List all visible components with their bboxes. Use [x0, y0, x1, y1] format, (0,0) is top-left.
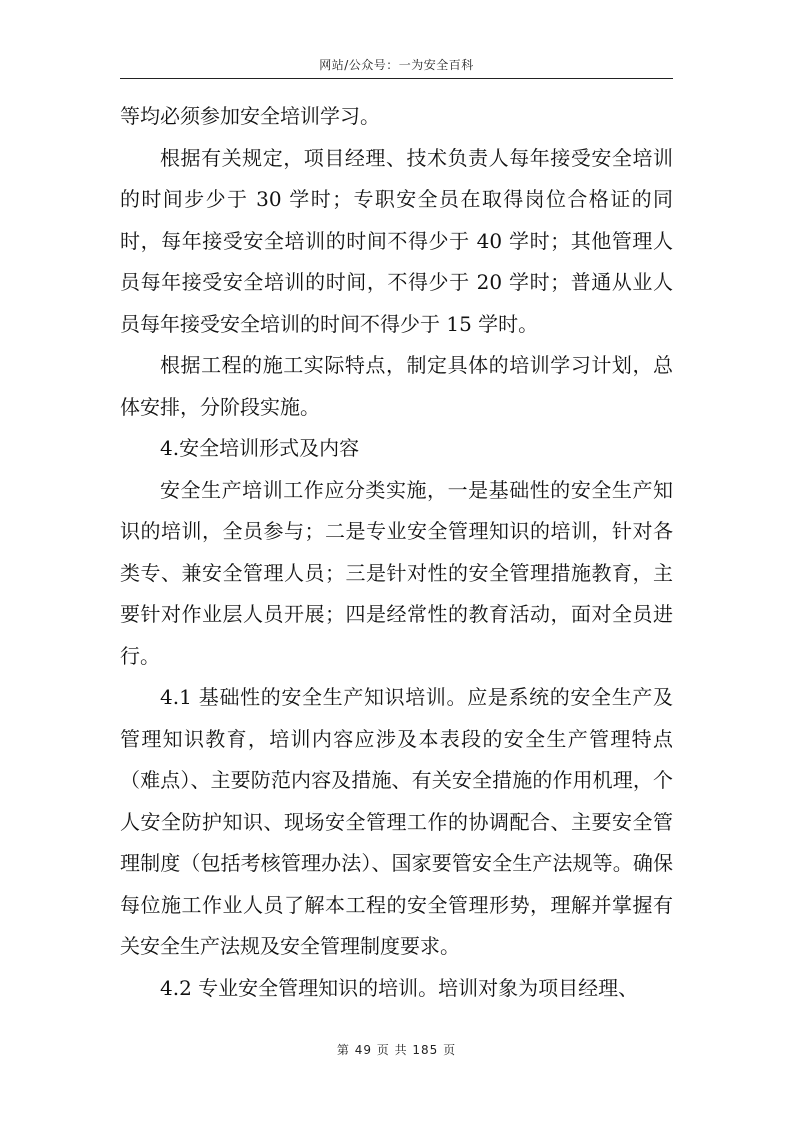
- paragraph-basic-training: 4.1 基础性的安全生产知识培训。应是系统的安全生产及管理知识教育，培训内容应涉及本表段的安全生产管理特点（难点）、主要防范内容及措施、有关安全措施的作用机理，个人安全防护知识、现场安全管理工作的协调配合、主要安全管理制度（包括考核管理办法）、国家要管安全生产法规等。确保每位施工作业人员了解本工程的安全管理形势，理解并掌握有关安全生产法规及安全管理制度要求。: [120, 685, 673, 958]
- section-heading-training-form: 4.安全培训形式及内容: [160, 436, 360, 460]
- paragraph-continuation: 等均必须参加安全培训学习。: [120, 104, 380, 128]
- paragraph-training-hours: 根据有关规定，项目经理、技术负责人每年接受安全培训的时间步少于 30 学时；专职安全员在取得岗位合格证的同时，每年接受安全培训的时间不得少于 40 学时；其他管理人员每年接受安全培训的时间，不得少于 20 学时；普通从业人员每年接受安全培训的时间不得少于 15 学时。: [120, 145, 673, 336]
- paragraph-professional-training: 4.2 专业安全管理知识的培训。培训对象为项目经理、: [160, 975, 639, 1000]
- header-divider: [120, 78, 673, 79]
- document-body: [120, 96, 673, 1009]
- paragraph-training-categories: 安全生产培训工作应分类实施，一是基础性的安全生产知识的培训，全员参与；二是专业安全管理知识的培训，针对各类专、兼安全管理人员；三是针对性的安全管理措施教育，主要针对作业层人员开展；四是经常性的教育活动，面对全员进行。: [120, 477, 673, 668]
- page-header: 网站/公众号：一为安全百科: [319, 58, 474, 72]
- paragraph-training-plan: 根据工程的施工实际特点，制定具体的培训学习计划，总体安排，分阶段实施。: [120, 353, 673, 419]
- page-footer: 第 49 页 共 185 页: [336, 1043, 457, 1057]
